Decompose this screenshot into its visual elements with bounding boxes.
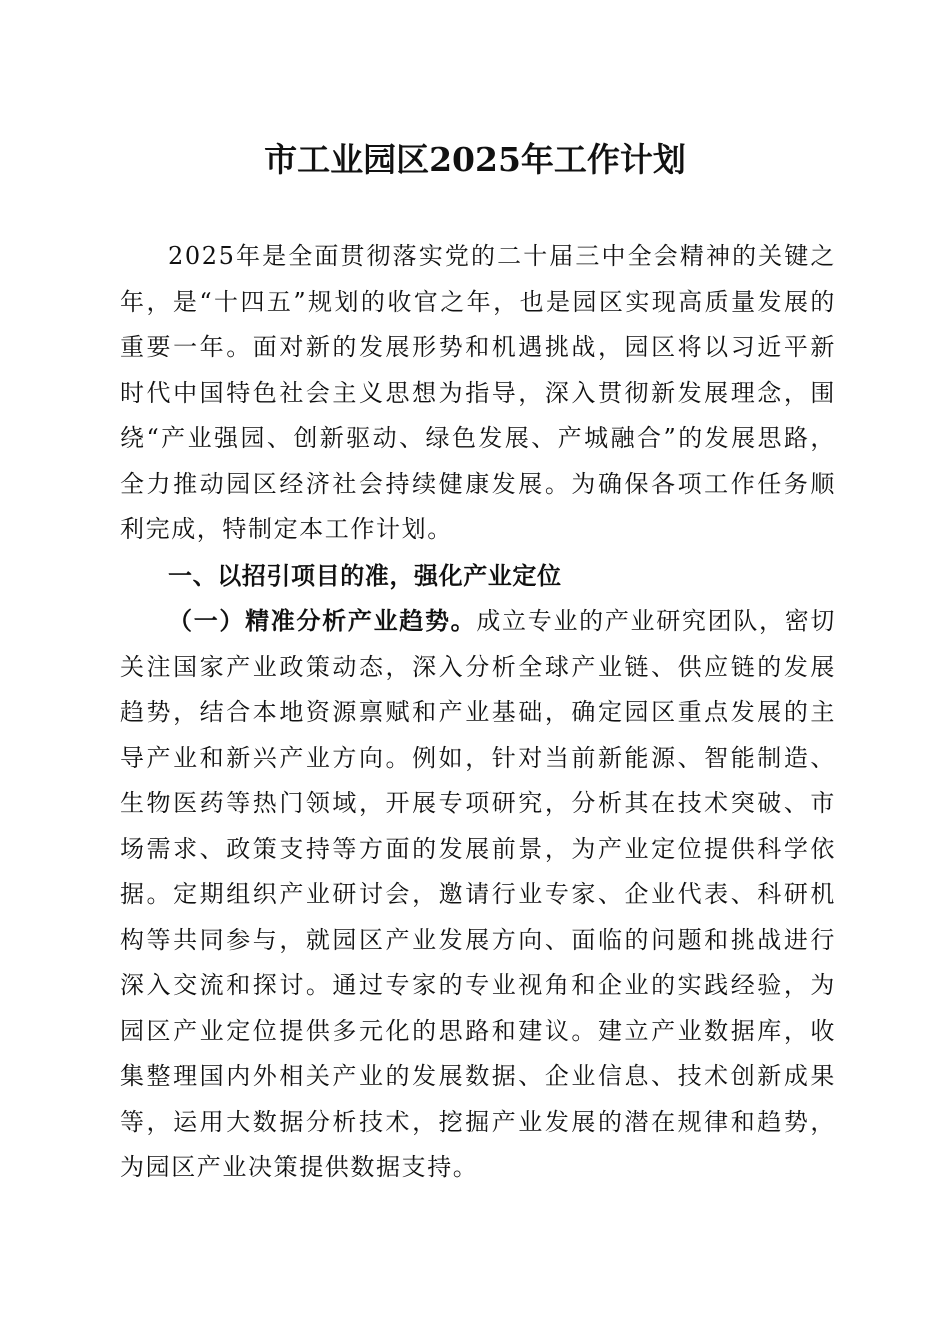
document-body <box>120 234 836 1191</box>
section-1-item-1-lead: （一）精准分析产业趋势。 <box>168 606 477 635</box>
section-1-item-1-paragraph <box>120 598 836 1191</box>
intro-paragraph: 2025年是全面贯彻落实党的二十届三中全会精神的关键之年，是“十四五”规划的收官之年，也是园区实现高质量发展的重要一年。面对新的发展形势和机遇挑战，园区将以习近平新时代中国特色社会主义思想为指导，深入贯彻新发展理念，围绕“产业强园、创新驱动、绿色发展、产城融合”的发展思路，全力推动园区经济社会持续健康发展。为确保各项工作任务顺利完成，特制定本工作计划。 <box>120 242 836 543</box>
document-title: 市工业园区2025年工作计划 <box>264 140 686 179</box>
section-1-item-1-text: 成立专业的产业研究团队，密切关注国家产业政策动态，深入分析全球产业链、供应链的发展趋势，结合本地资源禀赋和产业基础，确定园区重点发展的主导产业和新兴产业方向。例如，针对当前新能源、智能制造、生物医药等热门领域，开展专项研究，分析其在技术突破、市场需求、政策支持等方面的发展前景，为产业定位提供科学依据。定期组织产业研讨会，邀请行业专家、企业代表、科研机构等共同参与，就园区产业发展方向、面临的问题和挑战进行深入交流和探讨。通过专家的专业视角和企业的实践经验，为园区产业定位提供多元化的思路和建议。建立产业数据库，收集整理国内外相关产业的发展数据、企业信息、技术创新成果等，运用大数据分析技术，挖掘产业发展的潜在规律和趋势，为园区产业决策提供数据支持。 <box>120 607 837 1181</box>
section-1-heading: 一、以招引项目的准，强化产业定位 <box>168 560 562 590</box>
